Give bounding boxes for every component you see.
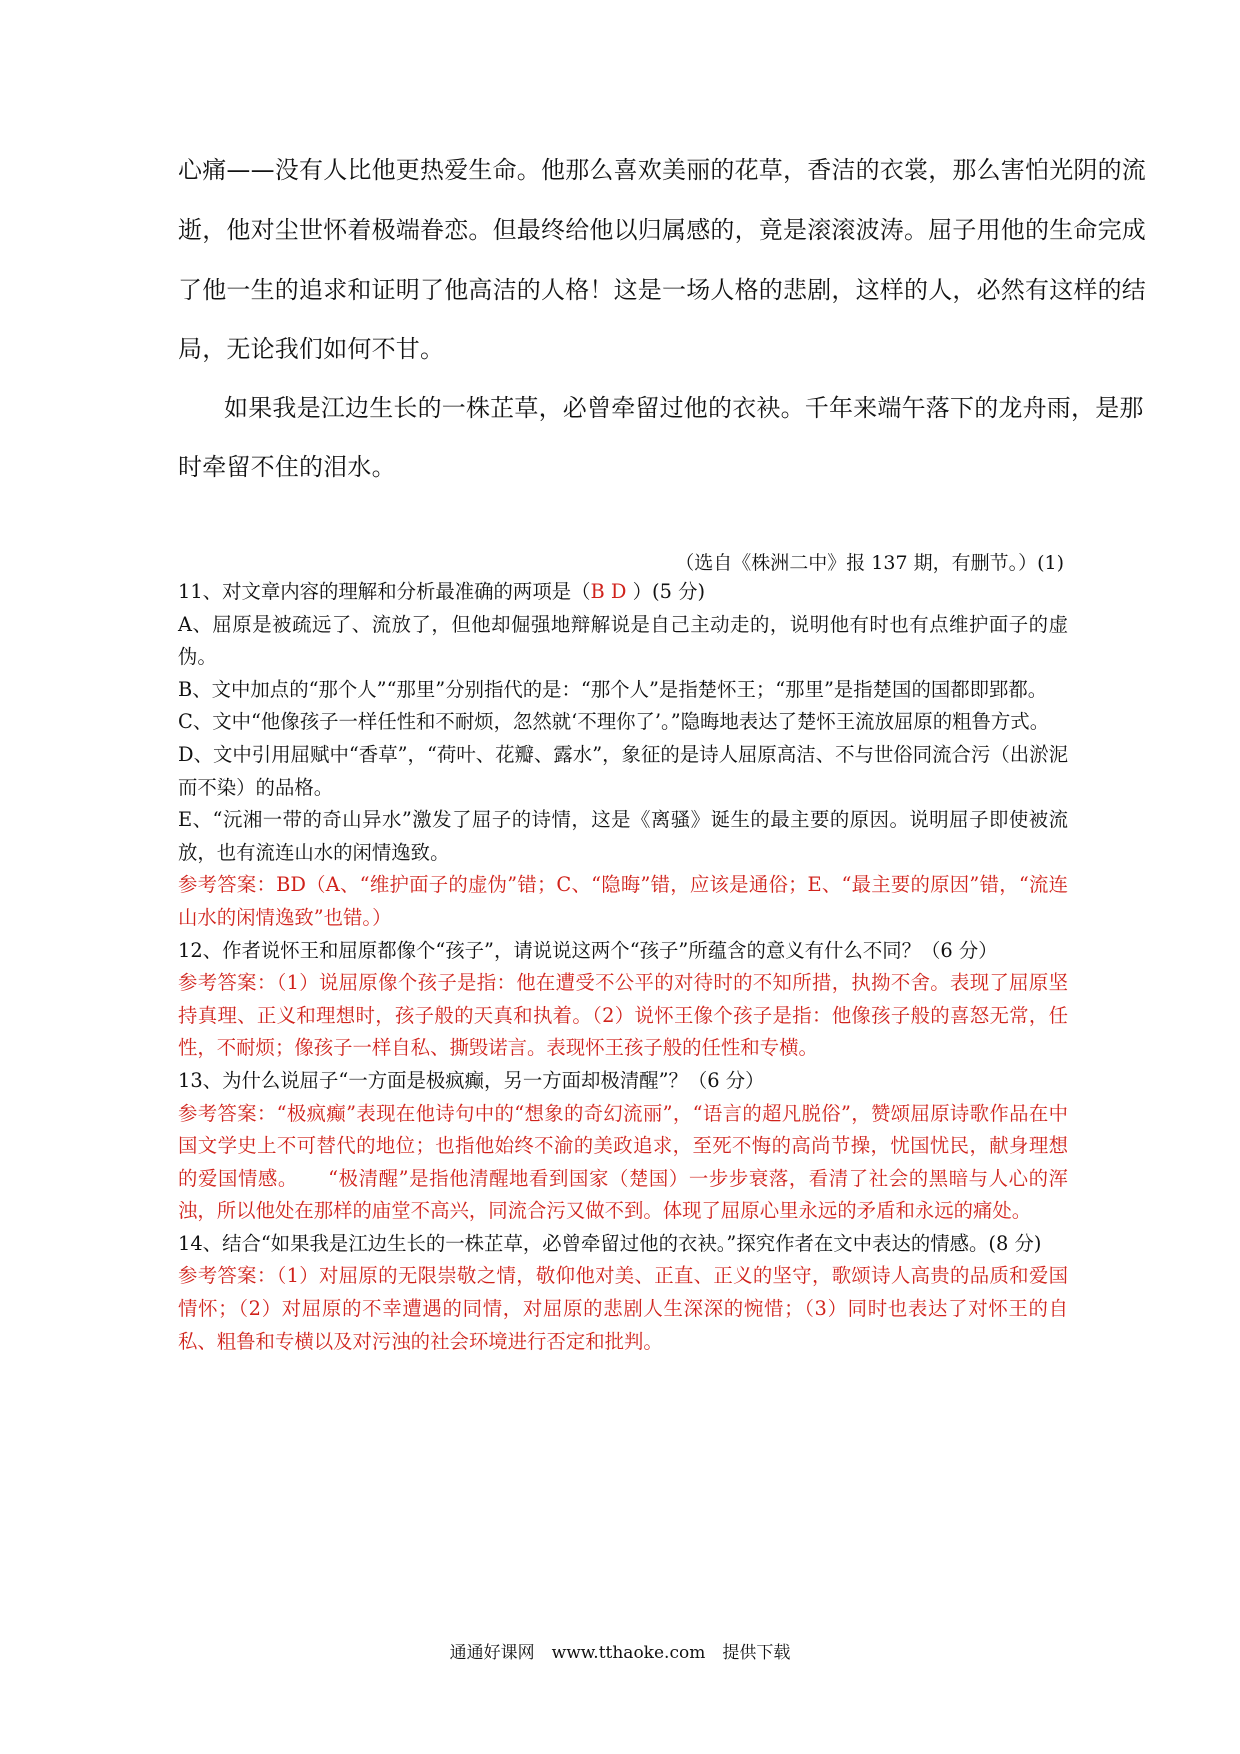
source-citation: （选自《株洲二中》报 137 期，有删节。）(1) [675, 552, 1064, 574]
passage-line-6: 时牵留不住的泪水。 [178, 453, 396, 481]
q14-stem: 14、结合“如果我是江边生长的一株芷草，必曾牵留过他的衣袂。”探究作者在文中表达的情感。(8 分) [178, 1231, 1042, 1255]
passage-line-2: 逝，他对尘世怀着极端眷恋。但最终给他以归属感的，竟是滚滚波涛。屈子用他的生命完成 [178, 216, 1146, 244]
footer-download-note: 通通好课网 www.tthaoke.com 提供下载 [449, 1643, 791, 1663]
q11-answer: 参考答案：BD（A、“维护面子的虚伪”错；C、“隐晦”错，应该是通俗；E、“最主要的原因”错，“流连山水的闲情逸致”也错。） [178, 873, 1068, 929]
q11-stem-prefix: 11、对文章内容的理解和分析最准确的两项是（ [178, 580, 591, 603]
q12-answer: 参考答案：（1）说屈原像个孩子是指：他在遭受不公平的对待时的不知所措，执拗不舍。表现了屈原坚持真理、正义和理想时，孩子般的天真和执着。（2）说怀王像个孩子是指：他像孩子般的喜怒无常，任性，不耐烦；像孩子一样自私、撕毁诺言。表现怀王孩子般的任性和专横。 [178, 971, 1068, 1060]
q11-option-e: E、“沅湘一带的奇山异水”激发了屈子的诗情，这是《离骚》诞生的最主要的原因。说明屈子即使被流放，也有流连山水的闲情逸致。 [178, 808, 1068, 864]
q11-option-d: D、文中引用屈赋中“香草”，“荷叶、花瓣、露水”，象征的是诗人屈原高洁、不与世俗同流合污（出淤泥而不染）的品格。 [178, 742, 1068, 799]
q11-stem [178, 576, 1068, 609]
q11-option-b: B、文中加点的“那个人”“那里”分别指代的是：“那个人”是指楚怀王；“那里”是指楚国的国都即郢都。 [178, 677, 1048, 701]
q14-answer: 参考答案：（1）对屈原的无限崇敬之情，敬仰他对美、正直、正义的坚守，歌颂诗人高贵的品质和爱国情怀；（2）对屈原的不幸遭遇的同情，对屈原的悲剧人生深深的惋惜；（3）同时也表达了对怀王的自私、粗鲁和专横以及对污浊的社会环境进行否定和批判。 [178, 1264, 1068, 1353]
passage-line-4: 局，无论我们如何不甘。 [178, 335, 445, 363]
q13-answer: 参考答案：“极疯癫”表现在他诗句中的“想象的奇幻流丽”，“语言的超凡脱俗”，赞颂屈原诗歌作品在中国文学史上不可替代的地位；也指他始终不渝的美政追求，至死不悔的高尚节操，忧国忧民，献身理想的爱国情感。 “极清醒”是指他清醒地看到国家（楚国）一步步衰落，看清了社会的黑暗与人心的浑浊，所以他处在那样的庙堂不高兴，同流合污又做不到。体现了屈原心里永远的矛盾和永远的痛处。 [178, 1101, 1068, 1223]
q11-option-a: A、屈原是被疏远了、流放了，但他却倔强地辩解说是自己主动走的，说明他有时也有点维护面子的虚伪。 [178, 612, 1068, 669]
questions-section [178, 576, 1068, 1358]
q11-stem-answer: B D [590, 580, 627, 603]
q13-stem: 13、为什么说屈子“一方面是极疯癫，另一方面却极清醒”？（6 分） [178, 1068, 765, 1092]
q11-stem-suffix: ）(5 分) [626, 580, 706, 603]
passage-line-3: 了他一生的追求和证明了他高洁的人格！这是一场人格的悲剧，这样的人，必然有这样的结 [178, 276, 1146, 304]
q11-option-c: C、文中“他像孩子一样任性和不耐烦，忽然就‘不理你了’。”隐晦地表达了楚怀王流放屈原的粗鲁方式。 [178, 710, 1050, 734]
passage-line-5: 如果我是江边生长的一株芷草，必曾牵留过他的衣袂。千年来端午落下的龙舟雨，是那 [224, 394, 1144, 422]
passage-line-1: 心痛——没有人比他更热爱生命。他那么喜欢美丽的花草，香洁的衣裳，那么害怕光阴的流 [178, 156, 1146, 184]
q12-stem: 12、作者说怀王和屈原都像个“孩子”，请说说这两个“孩子”所蕴含的意义有什么不同？（6 分） [178, 938, 998, 962]
